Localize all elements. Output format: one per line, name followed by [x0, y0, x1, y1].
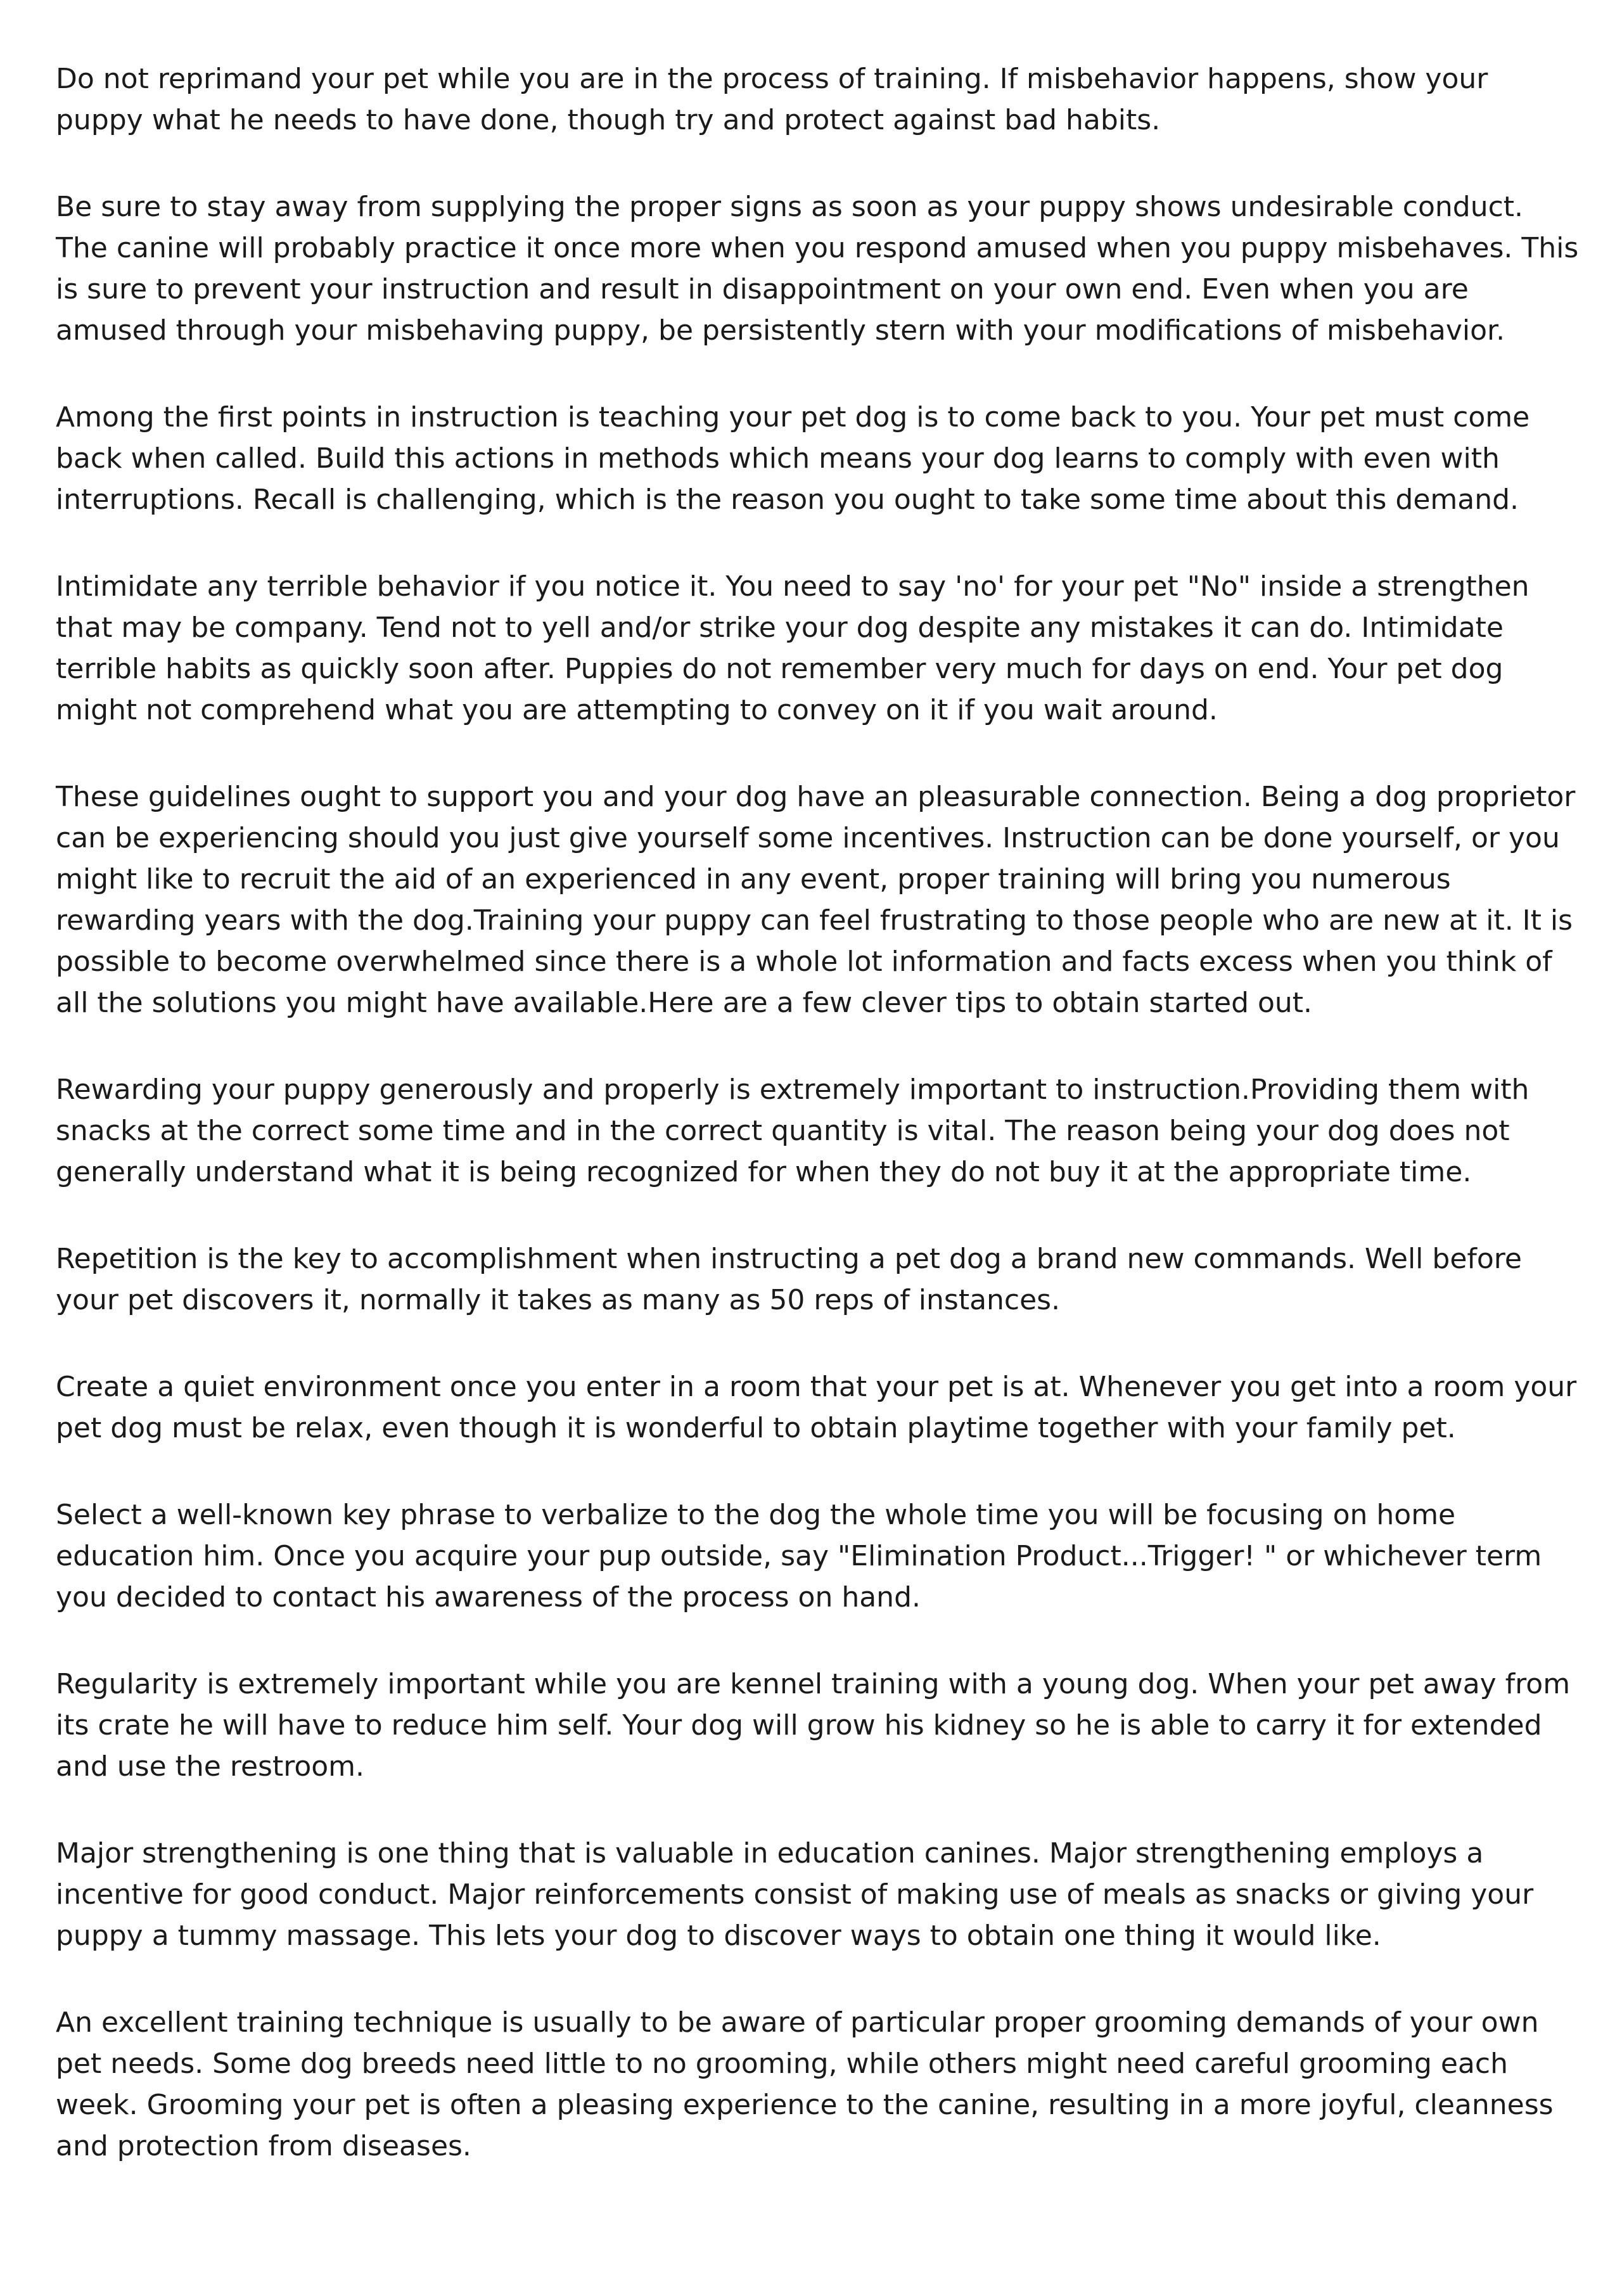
- paragraph: Do not reprimand your pet while you are in the process of training. If misbehavior happens, show your puppy what he needs to have done, though try and protect against bad habits.: [56, 63, 1488, 136]
- paragraph: Intimidate any terrible behavior if you notice it. You need to say 'no' for your pet "No" inside a strengthen that may be company. Tend not to yell and/or strike your dog despite any mistakes it can do. Intimidate terrible habits as quickly soon after. Puppies do not remember very much for days on end. Your pet dog might not comprehend what you are attempting to convey on it if you wait around.: [56, 570, 1529, 726]
- paragraph: Rewarding your puppy generously and properly is extremely important to instruction.Providing them with snacks at the correct some time and in the correct quantity is vital. The reason being your dog does not generally understand what it is being recognized for when they do not buy it at the appropriate time.: [56, 1074, 1529, 1188]
- paragraph: Among the first points in instruction is teaching your pet dog is to come back to you. Your pet must come back when called. Build this actions in methods which means your dog learns to comply with even with interruptions. Recall is challenging, which is the reason you ought to take some time about this demand.: [56, 401, 1530, 516]
- paragraph: Major strengthening is one thing that is valuable in education canines. Major strengthening employs a incentive for good conduct. Major reinforcements consist of making use of meals as snacks or giving your puppy a tummy massage. This lets your dog to discover ways to obtain one thing it would like.: [56, 1837, 1534, 1952]
- paragraph: Create a quiet environment once you enter in a room that your pet is at. Whenever you get into a room your pet dog must be relax, even though it is wonderful to obtain playtime together with your family pet.: [56, 1371, 1577, 1444]
- paragraph: Repetition is the key to accomplishment when instructing a pet dog a brand new commands. Well before your pet discovers it, normally it takes as many as 50 reps of instances.: [56, 1243, 1522, 1316]
- paragraph: Be sure to stay away from supplying the proper signs as soon as your puppy shows undesirable conduct. The canine will probably practice it once more when you respond amused when you puppy misbehaves. This is sure to prevent your instruction and result in disappointment on your own end. Even when you are amused through your misbehaving puppy, be persistently stern with your modifications of misbehavior.: [56, 191, 1579, 347]
- paragraph: These guidelines ought to support you and your dog have an pleasurable connection. Being a dog proprietor can be experiencing should you just give yourself some incentives. Instruction can be done yourself, or you might like to recruit the aid of an experienced in any event, proper training will bring you numerous rewarding years with the dog.Training your puppy can feel frustrating to those people who are new at it. It is possible to become overwhelmed since there is a whole lot information and facts excess when you think of all the solutions you might have available.Here are a few clever tips to obtain started out.: [56, 781, 1576, 1019]
- paragraph: Regularity is extremely important while you are kennel training with a young dog. When your pet away from its crate he will have to reduce him self. Your dog will grow his kidney so he is able to carry it for extended and use the restroom.: [56, 1668, 1571, 1783]
- article-body: [56, 58, 1583, 2167]
- paragraph: An excellent training technique is usually to be aware of particular proper grooming demands of your own pet needs. Some dog breeds need little to no grooming, while others might need careful grooming each week. Grooming your pet is often a pleasing experience to the canine, resulting in a more joyful, cleanness and protection from diseases.: [56, 2006, 1554, 2162]
- paragraph: Select a well-known key phrase to verbalize to the dog the whole time you will be focusing on home education him. Once you acquire your pup outside, say "Elimination Product...Trigger! " or whichever term you decided to contact his awareness of the process on hand.: [56, 1499, 1542, 1613]
